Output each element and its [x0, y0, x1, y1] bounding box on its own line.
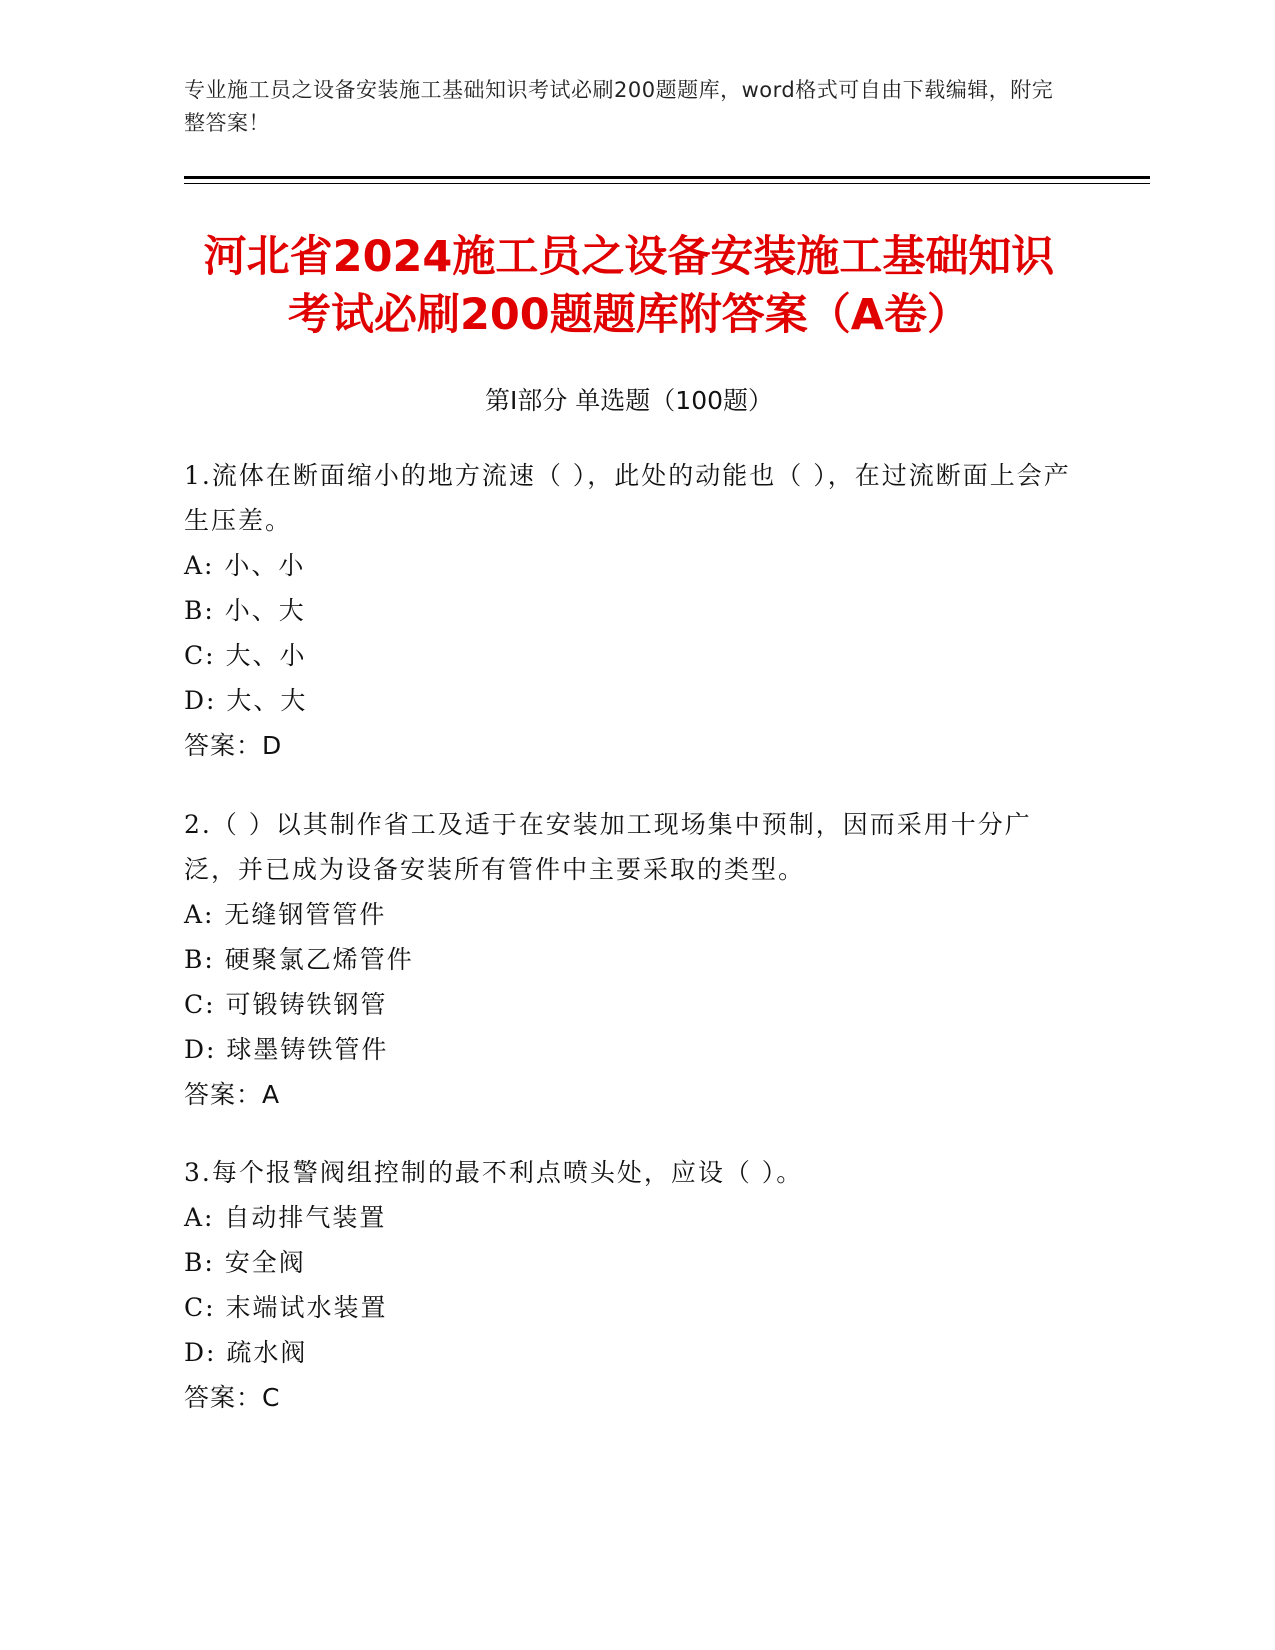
option-d: D: 疏水阀	[184, 1338, 308, 1367]
document-title: 河北省2024施工员之设备安装施工基础知识考试必刷200题题库附答案（A卷）	[203, 232, 1055, 340]
answer: 答案：D	[184, 731, 283, 760]
answer: 答案：A	[184, 1080, 281, 1109]
option-d: D: 球墨铸铁管件	[184, 1035, 389, 1064]
option-b: B: 硬聚氯乙烯管件	[184, 945, 414, 974]
option-d: D: 大、大	[184, 686, 308, 715]
option-b: B: 安全阀	[184, 1248, 306, 1277]
option-c: C: 可锻铸铁钢管	[184, 990, 388, 1019]
header-rule-thick	[184, 176, 1150, 179]
header-rule-thin	[184, 183, 1150, 184]
question-3	[184, 1150, 1074, 1420]
question-stem: 1.流体在断面缩小的地方流速（ ），此处的动能也（ ），在过流断面上会产生压差。	[184, 461, 1071, 535]
option-c: C: 大、小	[184, 641, 307, 670]
option-b: B: 小、大	[184, 596, 306, 625]
question-2	[184, 802, 1074, 1117]
option-a: A: 自动排气装置	[184, 1203, 387, 1232]
option-c: C: 末端试水装置	[184, 1293, 388, 1322]
answer: 答案：C	[184, 1383, 281, 1412]
option-a: A: 小、小	[184, 551, 306, 580]
option-a: A: 无缝钢管管件	[184, 900, 387, 929]
section-title: 第I部分 单选题（100题）	[484, 386, 774, 415]
question-stem: 3.每个报警阀组控制的最不利点喷头处，应设（ ）。	[184, 1158, 804, 1187]
question-stem: 2.（ ）以其制作省工及适于在安装加工现场集中预制，因而采用十分广泛，并已成为设备安装所有管件中主要采取的类型。	[184, 810, 1032, 884]
page-header: 专业施工员之设备安装施工基础知识考试必刷200题题库，word格式可自由下载编辑，附完整答案！	[184, 78, 1054, 135]
question-1	[184, 453, 1074, 768]
